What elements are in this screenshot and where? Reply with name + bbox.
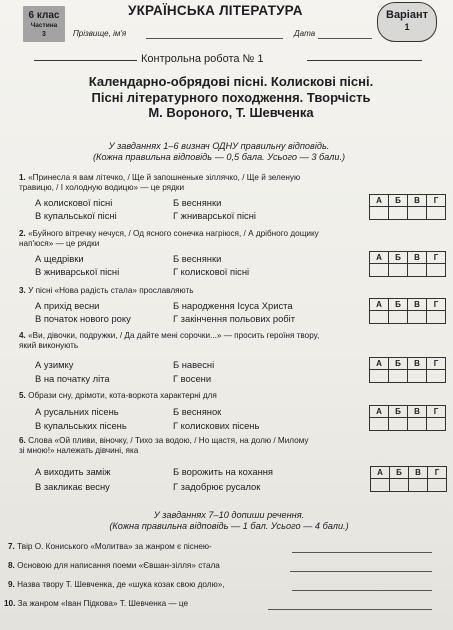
grid-header: Г	[427, 299, 446, 311]
option-c[interactable]: В початок нового року	[35, 313, 131, 324]
question-number: 2.	[19, 229, 26, 238]
answer-grid	[369, 298, 446, 324]
answer-grid	[369, 357, 446, 383]
answer-cell[interactable]	[389, 311, 408, 324]
answer-cell[interactable]	[390, 479, 409, 492]
question-text: «Принесла я вам літечко, / Ще й запошненьке зіллячко, / Ще й зеленую	[28, 173, 301, 182]
answer-cell[interactable]	[408, 418, 427, 431]
grid-header: Б	[390, 467, 409, 479]
question-number: 5.	[19, 391, 26, 400]
question-number: 8.	[8, 561, 15, 570]
date-field[interactable]	[318, 38, 372, 39]
grid-header: А	[370, 406, 389, 418]
option-b[interactable]: Б ворожить на кохання	[173, 466, 273, 477]
option-a[interactable]: А прихід весни	[35, 300, 100, 311]
answer-cell[interactable]	[409, 479, 428, 492]
grid-header: А	[370, 358, 389, 370]
question-text: Твір О. Кониського «Молитва» за жанром є піснею-	[17, 542, 212, 551]
option-b[interactable]: Б народження Ісуса Христа	[173, 300, 293, 311]
question-number: 4.	[19, 331, 26, 340]
option-d[interactable]: Г колискової пісні	[173, 266, 250, 277]
answer-grid	[370, 466, 447, 492]
grid-header: Г	[427, 406, 446, 418]
grid-header: В	[408, 406, 427, 418]
answer-cell[interactable]	[408, 264, 427, 277]
option-a[interactable]: А виходить заміж	[35, 466, 111, 477]
topic-heading	[46, 74, 416, 121]
question-number: 10.	[4, 599, 16, 608]
answer-cell[interactable]	[370, 311, 389, 324]
name-field[interactable]	[146, 38, 283, 39]
grade-label: 6 клас	[28, 10, 60, 21]
answer-line-10[interactable]	[268, 609, 432, 610]
grid-header: Б	[389, 406, 408, 418]
variant-label: Варіант	[386, 9, 428, 21]
answer-grid	[369, 194, 446, 220]
divider-left	[34, 60, 137, 61]
answer-cell[interactable]	[370, 207, 389, 220]
option-a[interactable]: А колискової пісні	[35, 197, 113, 208]
question-9	[8, 580, 225, 590]
question-text: Назва твору Т. Шевченка, де «шука козак свою долю»,	[17, 580, 225, 589]
answer-cell[interactable]	[370, 264, 389, 277]
answer-cell[interactable]	[408, 311, 427, 324]
question-number: 6.	[19, 436, 26, 445]
grid-header: Г	[427, 252, 446, 264]
answer-cell[interactable]	[427, 264, 446, 277]
answer-cell[interactable]	[389, 370, 408, 383]
grid-header: А	[370, 252, 389, 264]
grid-header: В	[408, 195, 427, 207]
question-number: 7.	[8, 542, 15, 551]
grid-header: А	[370, 299, 389, 311]
option-d[interactable]: Г задобрює русалок	[173, 481, 261, 492]
question-text: Слова «Ой пливи, віночку, / Тихо за водою, / Но щастя, на долю / Милому	[28, 436, 309, 445]
answer-grid	[369, 405, 446, 431]
question-text: У пісні «Нова радість стала» прославляють	[28, 286, 194, 295]
option-c[interactable]: В закликає весну	[35, 481, 110, 492]
topic-line: Пісні літературного походження. Творчість	[91, 89, 371, 105]
answer-line-7[interactable]	[292, 552, 432, 553]
answer-cell[interactable]	[428, 479, 447, 492]
question-number: 3.	[19, 286, 26, 295]
question-text: Образи сну, дрімоти, кота-воркота характерні для	[28, 391, 217, 400]
answer-cell[interactable]	[370, 418, 389, 431]
grid-header: Г	[427, 195, 446, 207]
grid-header: Б	[389, 195, 408, 207]
answer-cell[interactable]	[408, 207, 427, 220]
option-a[interactable]: А узимку	[35, 359, 74, 370]
option-d[interactable]: Г восени	[173, 373, 212, 384]
answer-cell[interactable]	[389, 207, 408, 220]
grid-header: Б	[389, 358, 408, 370]
option-d[interactable]: Г закінчення польових робіт	[173, 313, 296, 324]
grid-header: Б	[389, 252, 408, 264]
question-1	[19, 173, 439, 193]
answer-grid	[369, 251, 446, 277]
grid-header: Г	[427, 358, 446, 370]
part-label: Частина	[30, 22, 58, 29]
answer-cell[interactable]	[389, 264, 408, 277]
answer-cell[interactable]	[427, 311, 446, 324]
option-b[interactable]: Б веснянки	[173, 253, 222, 264]
instruction-line: (Кожна правильна відповідь — 0,5 бала. Усього — 3 бали.)	[92, 152, 346, 162]
option-d[interactable]: Г колискових пісень	[173, 420, 260, 431]
instruction-line: У завданнях 7–10 допиши речення.	[153, 510, 305, 520]
answer-cell[interactable]	[389, 418, 408, 431]
grid-header: В	[409, 467, 428, 479]
answer-cell[interactable]	[371, 479, 390, 492]
grid-header: А	[371, 467, 390, 479]
instruction-line: (Кожна правильна відповідь — 1 бал. Усього — 4 бали.)	[109, 521, 349, 531]
option-a[interactable]: А русальних пісень	[35, 406, 119, 417]
grid-header: В	[408, 299, 427, 311]
grid-header: Б	[389, 299, 408, 311]
topic-line: Календарно-обрядові пісні. Колискові пісні.	[88, 74, 374, 89]
grid-header: А	[370, 195, 389, 207]
test-title: Контрольна робота № 1	[141, 53, 264, 65]
question-7	[8, 542, 212, 552]
option-d[interactable]: Г жниварської пісні	[173, 210, 256, 221]
answer-cell[interactable]	[427, 370, 446, 383]
instructions-part-a	[54, 141, 384, 163]
question-6	[19, 436, 439, 456]
option-a[interactable]: А щедрівки	[35, 253, 84, 264]
name-label: Прізвище, ім'я	[73, 29, 127, 38]
option-b[interactable]: Б веснянок	[173, 406, 222, 417]
subject-title: УКРАЇНСЬКА ЛІТЕРАТУРА	[128, 3, 303, 18]
answer-cell[interactable]	[427, 207, 446, 220]
question-text: який виконують	[19, 341, 79, 350]
question-text: Основою для написання поеми «Євшан-зілля» стала	[17, 561, 220, 570]
question-text: травицю, / І холодную водицю» — це рядки	[19, 183, 185, 192]
question-text: За жанром «Іван Підкова» Т. Шевченка — це	[17, 599, 189, 608]
instruction-line: У завданнях 1–6 визнач ОДНУ правильну відповідь.	[108, 141, 330, 151]
grid-header: В	[408, 358, 427, 370]
question-number: 1.	[19, 173, 26, 182]
question-4	[19, 331, 439, 351]
answer-cell[interactable]	[370, 370, 389, 383]
answer-cell[interactable]	[427, 418, 446, 431]
instructions-part-b	[64, 510, 394, 532]
question-8	[8, 561, 220, 571]
question-text: «Ви, дівочки, подружки, / Да дайте мені сорочки...» — просить героїня твору,	[28, 331, 320, 340]
answer-cell[interactable]	[408, 370, 427, 383]
grid-header: В	[408, 252, 427, 264]
question-10	[4, 599, 188, 609]
answer-line-9[interactable]	[292, 590, 432, 591]
variant-badge	[377, 2, 437, 42]
option-c[interactable]: В на початку літа	[35, 373, 110, 384]
topic-line: М. Вороного, Т. Шевченка	[148, 105, 314, 120]
question-2	[19, 229, 439, 249]
option-c[interactable]: В жниварської пісні	[35, 266, 120, 277]
answer-line-8[interactable]	[290, 571, 432, 572]
grid-header: Г	[428, 467, 447, 479]
variant-number: 1	[404, 22, 410, 32]
question-number: 9.	[8, 580, 15, 589]
question-text: зі мною!» належать дівчині, яка	[19, 446, 139, 455]
option-b[interactable]: Б навесні	[173, 359, 215, 370]
option-c[interactable]: В купальських пісень	[35, 420, 127, 431]
option-c[interactable]: В купальської пісні	[35, 210, 117, 221]
question-3	[19, 286, 439, 296]
question-text: «Буйного вітречку нечуся, / Од ясного сонечка нагріюся, / А дрібного дощику	[28, 229, 319, 238]
option-b[interactable]: Б веснянки	[173, 197, 222, 208]
part-number: 3	[42, 31, 46, 38]
grade-badge	[23, 6, 65, 42]
question-text: нап'юся» — це рядки	[19, 239, 100, 248]
date-label: Дата	[294, 29, 316, 38]
question-5	[19, 391, 439, 401]
divider-right	[307, 60, 422, 61]
